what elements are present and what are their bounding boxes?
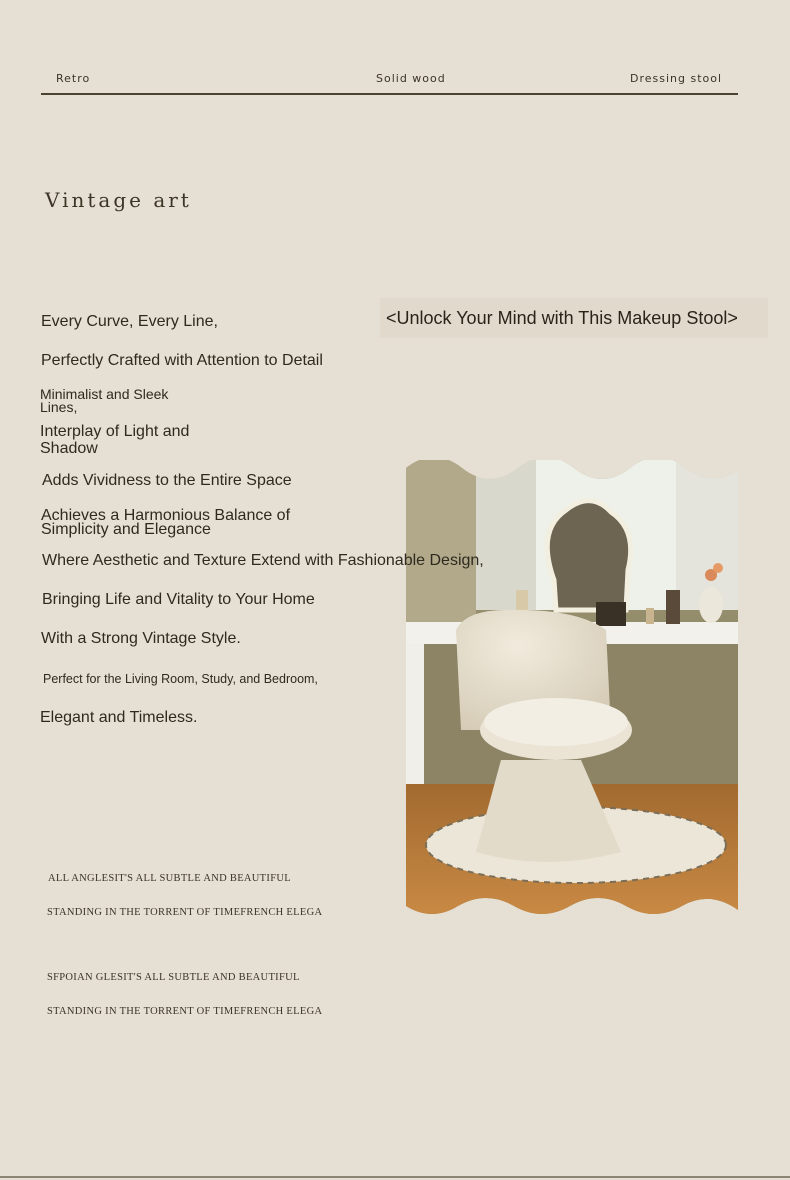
feature-line: Simplicity and Elegance (41, 521, 211, 538)
bottom-divider (0, 1176, 790, 1178)
header-dressing-stool: Dressing stool (630, 72, 723, 85)
caption-line: STANDING IN THE TORRENT OF TIMEFRENCH ELEGA (47, 907, 323, 918)
feature-line: Shadow (40, 440, 98, 457)
header-divider (41, 93, 738, 95)
feature-line: Lines, (40, 399, 78, 415)
feature-line: Perfectly Crafted with Attention to Detail (41, 352, 323, 369)
feature-line: Every Curve, Every Line, (41, 313, 218, 330)
feature-line: Where Aesthetic and Texture Extend with Fashionable Design, (42, 552, 484, 569)
header-solid-wood: Solid wood (376, 72, 446, 85)
feature-line: Adds Vividness to the Entire Space (42, 472, 292, 489)
tagline-box (380, 298, 768, 338)
feature-line: With a Strong Vintage Style. (41, 630, 241, 647)
feature-line: Perfect for the Living Room, Study, and Bedroom, (43, 672, 318, 686)
feature-line: Achieves a Harmonious Balance of (41, 507, 291, 524)
feature-line: Interplay of Light and (40, 423, 190, 440)
tagline-text: <Unlock Your Mind with This Makeup Stool> (386, 308, 738, 328)
header-retro: Retro (56, 72, 91, 85)
caption-line: ALL ANGLESIT'S ALL SUBTLE AND BEAUTIFUL (48, 873, 291, 884)
caption-line: SFPOIAN GLESIT'S ALL SUBTLE AND BEAUTIFUL (47, 972, 300, 983)
section-title: Vintage art (45, 188, 192, 212)
feature-line: Bringing Life and Vitality to Your Home (42, 591, 315, 608)
feature-line: Minimalist and Sleek (40, 386, 169, 402)
feature-line: Elegant and Timeless. (40, 709, 198, 726)
caption-line: STANDING IN THE TORRENT OF TIMEFRENCH ELEGA (47, 1006, 323, 1017)
product-photo (406, 460, 738, 918)
